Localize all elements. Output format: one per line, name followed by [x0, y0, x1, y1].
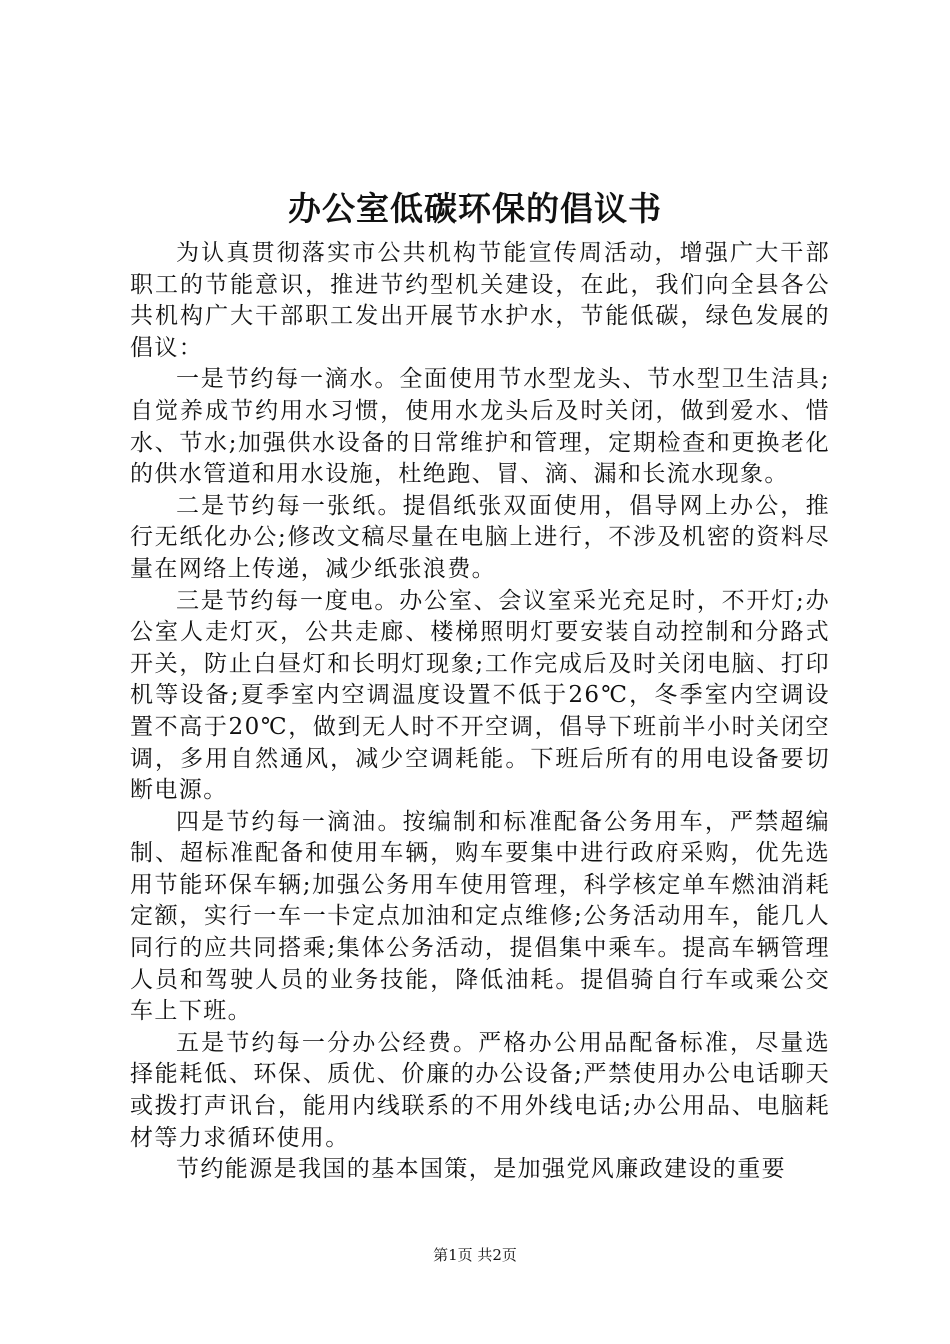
document-body [130, 238, 830, 1186]
paragraph-save-expenses: 五是节约每一分办公经费。严格办公用品配备标准，尽量选择能耗低、环保、质优、价廉的办公设备;严禁使用办公电话聊天或拨打声讯台，能用内线联系的不用外线电话;办公用品、电脑耗材等力求循环使用。 [130, 1029, 830, 1151]
page-number-footer: 第1页 共2页 [433, 1246, 517, 1264]
paragraph-save-water: 一是节约每一滴水。全面使用节水型龙头、节水型卫生洁具;自觉养成节约用水习惯，使用水龙头后及时关闭，做到爱水、惜水、节水;加强供水设备的日常维护和管理，定期检查和更换老化的供水管道和用水设施，杜绝跑、冒、滴、漏和长流水现象。 [130, 366, 830, 488]
paragraph-save-fuel: 四是节约每一滴油。按编制和标准配备公务用车，严禁超编制、超标准配备和使用车辆，购车要集中进行政府采购，优先选用节能环保车辆;加强公务用车使用管理，科学核定单车燃油消耗定额，实行一车一卡定点加油和定点维修;公务活动用车，能几人同行的应共同搭乘;集体公务活动，提倡集中乘车。提高车辆管理人员和驾驶人员的业务技能，降低油耗。提倡骑自行车或乘公交车上下班。 [130, 808, 830, 1025]
paragraph-intro: 为认真贯彻落实市公共机构节能宣传周活动，增强广大干部职工的节能意识，推进节约型机关建设，在此，我们向全县各公共机构广大干部职工发出开展节水护水，节能低碳，绿色发展的倡议： [130, 240, 830, 361]
paragraph-save-electricity: 三是节约每一度电。办公室、会议室采光充足时，不开灯;办公室人走灯灭，公共走廊、楼梯照明灯要安装自动控制和分路式开关，防止白昼灯和长明灯现象;工作完成后及时关闭电脑、打印机等设备;夏季室内空调温度设置不低于26℃，冬季室内空调设置不高于20℃，做到无人时不开空调，倡导下班前半小时关闭空调，多用自然通风，减少空调耗能。下班后所有的用电设备要切断电源。 [130, 587, 830, 804]
paragraph-save-paper: 二是节约每一张纸。提倡纸张双面使用，倡导网上办公，推行无纸化办公;修改文稿尽量在电脑上进行，不涉及机密的资料尽量在网络上传递，减少纸张浪费。 [130, 492, 830, 582]
document-title: 办公室低碳环保的倡议书 [288, 189, 662, 228]
paragraph-conclusion: 节约能源是我国的基本国策，是加强党风廉政建设的重要 [176, 1156, 786, 1183]
